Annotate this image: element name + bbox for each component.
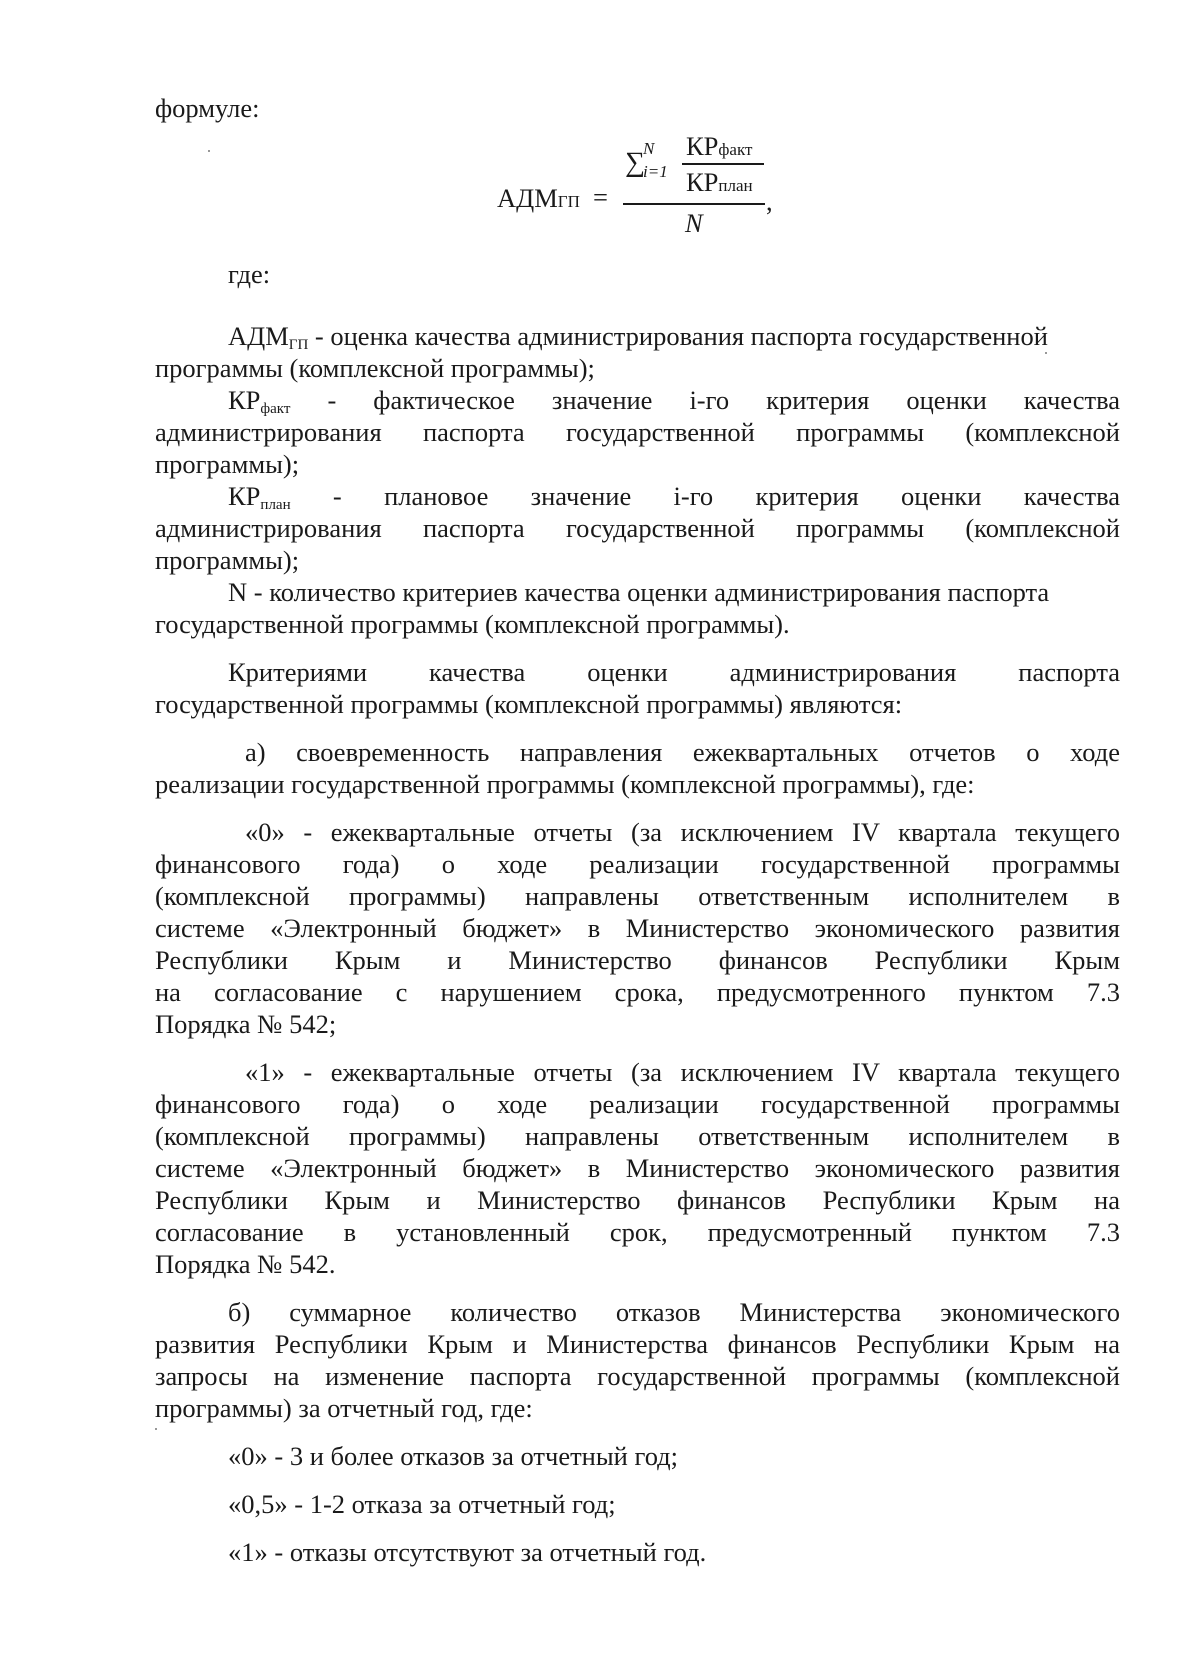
item-a-value-0-line-7: Порядка № 542; — [155, 1009, 337, 1039]
item-b-line-2: развития Республики Крым и Министерства финансов Республики Крым на — [155, 1329, 1120, 1359]
item-a-line-2: реализации государственной программы (комплексной программы), где: — [155, 769, 975, 799]
item-b-value-1: «1» - отказы отсутствуют за отчетный год. — [228, 1537, 707, 1567]
definition-kr-fact-line-3: программы); — [155, 449, 300, 479]
scan-speck — [155, 1428, 157, 1430]
item-a-value-0-line-3: (комплексной программы) направлены ответственным исполнителем в — [155, 881, 1120, 911]
item-a-value-0-line-1: «0» - ежеквартальные отчеты (за исключением IV квартала текущего — [245, 817, 1120, 847]
item-a-value-0-line-5: Республики Крым и Министерство финансов Республики Крым — [155, 945, 1120, 975]
definition-kr-plan-line-2: администрирования паспорта государственной программы (комплексной — [155, 513, 1120, 543]
item-a-value-0-line-6: на согласование с нарушением срока, предусмотренного пунктом 7.3 — [155, 977, 1120, 1007]
definition-kr-fact-line-1: $КР_{факт}$ - фактическое значение i-го критерия оценки качества — [228, 385, 1120, 417]
item-a-value-1-line-1: «1» - ежеквартальные отчеты (за исключением IV квартала текущего — [245, 1057, 1120, 1087]
scan-speck — [1045, 352, 1047, 354]
item-a-value-1-line-2: финансового года) о ходе реализации государственной программы — [155, 1089, 1120, 1119]
definition-n-line-2: государственной программы (комплексной программы). — [155, 609, 790, 639]
item-a-value-0-line-4: системе «Электронный бюджет» в Министерство экономического развития — [155, 913, 1120, 943]
scan-speck — [208, 150, 210, 152]
item-a-line-1: а) своевременность направления ежеквартальных отчетов о ходе — [245, 737, 1120, 767]
formula-sum-sign: ∑ — [625, 147, 645, 178]
formula-sum-upper: N — [643, 139, 655, 158]
formula-equals: = — [593, 182, 608, 212]
inner-fraction-bar — [682, 163, 764, 165]
intro-text: формуле: — [155, 93, 260, 123]
item-a-value-1-line-5: Республики Крым и Министерство финансов Республики Крым на — [155, 1185, 1120, 1215]
item-a-value-1-line-6: согласование в установленный срок, предусмотренный пунктом 7.3 — [155, 1217, 1120, 1247]
item-a-value-1-line-3: (комплексной программы) направлены ответственным исполнителем в — [155, 1121, 1120, 1151]
item-b-line-3: запросы на изменение паспорта государственной программы (комплексной — [155, 1361, 1120, 1391]
formula-numerator: КРфакт — [686, 131, 753, 161]
definition-adm-line-2: программы (комплексной программы); — [155, 353, 595, 383]
definition-adm-line-1: $АДМ_{ГП}$ - оценка качества администрирования паспорта государственной — [228, 321, 1048, 353]
definition-kr-fact-line-2: администрирования паспорта государственной программы (комплексной — [155, 417, 1120, 447]
item-a-value-1-line-4: системе «Электронный бюджет» в Министерство экономического развития — [155, 1153, 1120, 1183]
formula-outer-denominator: N — [685, 208, 703, 238]
formula-trailing-comma: , — [766, 186, 773, 216]
definition-kr-plan-line-1: $КР_{план}$ - плановое значение i-го критерия оценки качества — [228, 481, 1120, 513]
definition-kr-plan-line-3: программы); — [155, 545, 300, 575]
criteria-intro-line-1: Критериями качества оценки администрирования паспорта — [228, 657, 1120, 687]
outer-fraction-bar — [623, 203, 765, 205]
definition-n-line-1: N - количество критериев качества оценки администрирования паспорта — [228, 577, 1050, 607]
formula-denominator: КРплан — [686, 167, 753, 197]
formula-sum-lower: i=1 — [643, 162, 668, 181]
criteria-intro-line-2: государственной программы (комплексной программы) являются: — [155, 689, 903, 719]
item-b-line-1: б) суммарное количество отказов Министерства экономического — [228, 1297, 1120, 1327]
item-b-line-4: программы) за отчетный год, где: — [155, 1393, 533, 1423]
item-a-value-0-line-2: финансового года) о ходе реализации государственной программы — [155, 849, 1120, 879]
item-a-value-1-line-7: Порядка № 542. — [155, 1249, 336, 1279]
item-b-value-0: «0» - 3 и более отказов за отчетный год; — [228, 1441, 679, 1471]
where-label: где: — [228, 259, 271, 289]
item-b-value-05: «0,5» - 1-2 отказа за отчетный год; — [228, 1489, 616, 1519]
formula — [0, 0, 1200, 260]
formula-lhs: АДМГП — [497, 183, 580, 213]
